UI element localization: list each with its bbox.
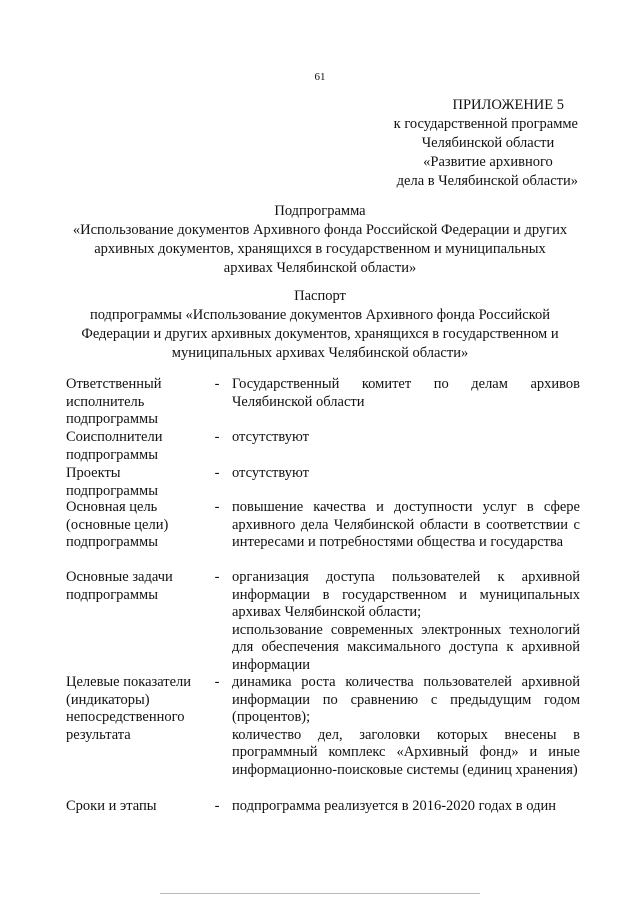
row-dash: - — [214, 674, 220, 690]
row-value-paragraph: отсутствуют — [232, 429, 309, 445]
row-value — [232, 429, 580, 465]
row-value — [232, 798, 580, 818]
row-dash: - — [214, 798, 220, 814]
row-label: Целевые показатели (индикаторы) непосредственного результата — [66, 674, 192, 743]
row-value — [232, 376, 580, 429]
page-number: 61 — [314, 71, 326, 83]
row-value — [232, 674, 580, 798]
passport-title-line: муниципальных архивах Челябинской области» — [171, 345, 469, 361]
table-row — [66, 569, 580, 674]
row-value-paragraph: повышение качества и доступности услуг в сфере архивного дела Челябинской области в соответствии с интересами и потребностями общества и государства — [232, 499, 580, 550]
row-label: Сроки и этапы — [66, 798, 157, 814]
row-dash: - — [214, 376, 220, 392]
row-dash: - — [214, 499, 220, 515]
row-value-paragraph: использование современных электронных технологий для обеспечения максимального доступа к архивной информации — [232, 621, 580, 673]
table-row — [66, 674, 580, 798]
passport-title-line: Федерации и других архивных документов, хранящихся в государственном и — [81, 326, 559, 342]
row-value — [232, 499, 580, 569]
table-row — [66, 465, 580, 499]
row-label: Соисполнители подпрограммы — [66, 429, 163, 463]
passport-title-line: подпрограммы «Использование документов Архивного фонда Российской — [89, 307, 551, 323]
row-value — [232, 569, 580, 674]
passport-table — [66, 376, 580, 818]
appendix-line: «Развитие архивного — [423, 154, 553, 170]
subprogram-heading: Подпрограмма — [274, 203, 366, 219]
row-value — [232, 465, 580, 499]
row-label: Проекты подпрограммы — [66, 465, 158, 499]
subprogram-heading-block — [40, 202, 600, 278]
row-value-paragraph: отсутствуют — [232, 465, 309, 481]
row-label: Ответственный исполнитель подпрограммы — [66, 376, 162, 427]
subprogram-title-line: «Использование документов Архивного фонда Российской Федерации и других — [72, 222, 568, 238]
scan-edge-line — [160, 893, 480, 894]
row-label: Основная цель (основные цели) подпрограммы — [66, 499, 169, 550]
table-row — [66, 798, 580, 818]
passport-heading: Паспорт — [294, 288, 346, 304]
row-dash: - — [214, 429, 220, 445]
row-dash: - — [214, 465, 220, 481]
subprogram-title-line: архивах Челябинской области» — [223, 260, 417, 276]
passport-heading-block — [40, 287, 600, 363]
table-row — [66, 499, 580, 569]
appendix-line: к государственной программе — [393, 116, 578, 132]
row-value-paragraph: динамика роста количества пользователей архивной информации по сравнению с предыдущим годом (процентов); — [232, 674, 580, 725]
row-value-paragraph: подпрограмма реализуется в 2016-2020 годах в один — [232, 798, 556, 814]
row-label: Основные задачи подпрограммы — [66, 569, 173, 603]
row-value-paragraph: организация доступа пользователей к архивной информации в государственном и муниципальных архивах Челябинской области; — [232, 569, 580, 620]
table-row — [66, 429, 580, 465]
row-value-paragraph: количество дел, заголовки которых внесены в программный комплекс «Архивный фонд» и иные информационно-поисковые системы (единиц хранения) — [232, 726, 580, 778]
appendix-block — [338, 96, 578, 191]
appendix-title: ПРИЛОЖЕНИЕ 5 — [452, 97, 564, 113]
subprogram-title-line: архивных документов, хранящихся в государственном и муниципальных — [94, 241, 546, 257]
appendix-line: Челябинской области — [421, 135, 555, 151]
appendix-line: дела в Челябинской области» — [396, 173, 578, 189]
row-dash: - — [214, 569, 220, 585]
row-value-paragraph: Государственный комитет по делам архивов Челябинской области — [232, 376, 580, 410]
table-row — [66, 376, 580, 429]
